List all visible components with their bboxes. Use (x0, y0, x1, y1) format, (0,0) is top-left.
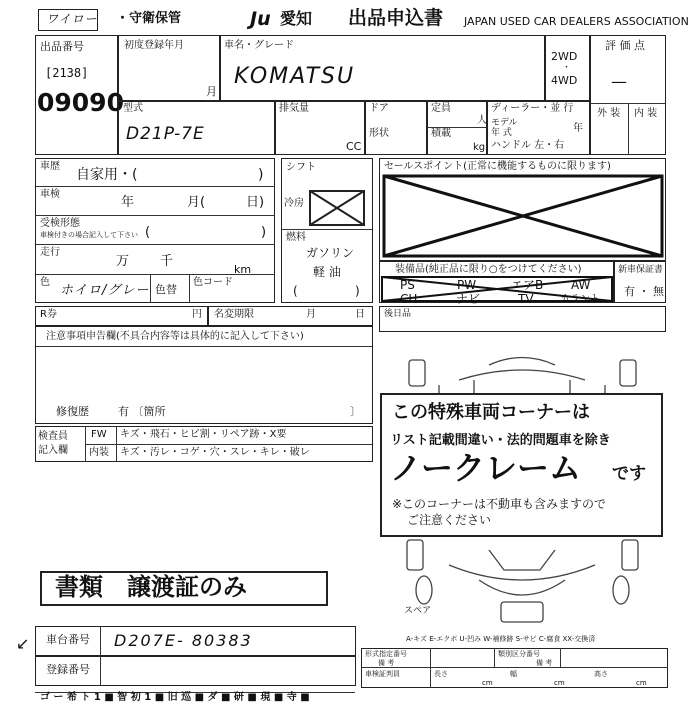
color-value: ホイロ/グレー (60, 283, 150, 298)
documents-value: 書類 譲渡証のみ (55, 573, 247, 601)
association-name: JAPAN USED CAR DEALERS ASSOCIATION (464, 15, 689, 28)
capacity-label: 定員 (431, 103, 451, 114)
special-notice-suffix: です (612, 464, 646, 484)
fuel-open: ( (293, 284, 298, 298)
warranty-label: 新車保証書 (618, 265, 664, 275)
mileage-sen-unit: 千 (160, 254, 174, 269)
inspection-label: 車検 (40, 189, 60, 200)
special-notice-line4: ※このコーナーは不動車も含みますので (392, 497, 607, 511)
displacement-unit: CC (346, 140, 362, 153)
chassis-value: D207E- 80383 (114, 631, 253, 650)
mileage-label: 走行 (40, 247, 60, 258)
name-change-day: 日 (355, 309, 365, 320)
history-close: ) (258, 167, 264, 183)
repair-label: 修復歴 (56, 405, 89, 418)
displacement-label: 排気量 (279, 103, 309, 114)
special-notice-line5: ご注意ください (407, 513, 492, 527)
special-notice-line1: この特殊車両コーナーは (392, 402, 590, 423)
ju-logo-icon: Ju (250, 8, 271, 30)
inspection-year-unit: 年 (121, 195, 135, 210)
cooler-crossed-box-icon (309, 190, 365, 226)
designation-cm-1: cm (482, 679, 493, 687)
mileage-km-unit: km (234, 263, 252, 276)
load-label: 積載 (431, 128, 451, 139)
model-type-value: D21P-7E (126, 124, 205, 144)
model-year-unit: 年 (573, 123, 583, 134)
fuel-gasoline: ガソリン (306, 246, 355, 260)
inspector-label-2: 記入欄 (38, 445, 68, 456)
fuel-close: ) (355, 284, 360, 298)
category-label: ・守衛保管 (116, 11, 182, 26)
score-label: 評 価 点 (605, 39, 645, 52)
notes-label: 注意事項申告欄(不具合内容等は具体的に記入して下さい) (46, 331, 304, 342)
acceptance-open: ( (145, 225, 151, 240)
repair-close: 〕 (350, 405, 361, 418)
dealer-label: ディーラー・並 行 (491, 103, 574, 114)
designation-cm-3: cm (636, 679, 647, 687)
capacity-unit: 人 (477, 115, 487, 126)
designation-label-1: 形式指定番号 (365, 650, 407, 658)
special-notice-big: ノークレーム (390, 449, 582, 487)
model-type-label: 型式 (123, 103, 143, 114)
name-change-label: 名変期限 (214, 309, 254, 320)
equip-navi: ナビ (456, 292, 481, 306)
chassis-label: 車台番号 (46, 633, 90, 646)
inspector-in-items: キズ・汚レ・コゲ・穴・スレ・キレ・破レ (120, 447, 310, 458)
acceptance-note: 車検付きの場合記入して下さい (40, 231, 138, 239)
equip-tv: TV (518, 292, 534, 306)
equip-ps: PS (400, 278, 415, 292)
mileage-man-unit: 万 (116, 254, 130, 269)
designation-label-3: 車検証判員 (365, 670, 400, 678)
damage-legend: A-キズ E-エクボ U-凹み W-補修跡 S-サビ C-腐食 XX-交換済 (406, 635, 596, 643)
lot-number-label: 出品番号 (40, 40, 84, 53)
chassis-hand-mark: ↙ (16, 634, 30, 653)
designation-height: 高さ (594, 670, 608, 678)
car-name-value: KOMATSU (234, 64, 356, 89)
fuel-label: 燃料 (286, 232, 306, 243)
recycle-box (35, 306, 208, 326)
model-year-label: モデル 年 式 (491, 118, 518, 138)
name-grade-label: 車名・グレード (224, 40, 294, 51)
acceptance-close: ) (261, 225, 267, 240)
equip-pw: PW (457, 278, 477, 292)
inspection-month-unit: 月( (187, 195, 206, 210)
sales-point-crossed-out-icon (382, 174, 664, 258)
designation-label-2: 類別区分番号 (498, 650, 540, 658)
reg-number-label: 登録番号 (46, 663, 90, 676)
recycle-unit: 円 (192, 309, 202, 320)
designation-memo-1: 備 考 (378, 659, 395, 667)
name-change-month: 月 (306, 309, 316, 320)
form-title: 出品申込書 (348, 7, 444, 29)
drive-separator: ・ (562, 63, 572, 73)
inspector-fw-label: FW (91, 429, 107, 440)
equip-aw: AW (571, 278, 591, 292)
equip-curtain: カラント (560, 294, 600, 305)
color-label: 色 (40, 277, 50, 288)
recycle-label: R券 (40, 309, 57, 320)
first-registration-month-unit: 月 (206, 85, 217, 98)
inspector-in-label: 内装 (89, 447, 109, 458)
score-interior-label: 内 装 (634, 108, 658, 119)
shift-fuel-box (281, 158, 373, 303)
attach-box (379, 306, 666, 332)
sales-point-label: セールスポイント(正常に機能するものに限ります) (384, 161, 611, 172)
shape-label: 形状 (369, 128, 389, 139)
acceptance-label: 受検形態 (40, 218, 80, 229)
spare-label: スペア (404, 606, 432, 616)
brand-name: 愛知 (280, 9, 313, 28)
score-exterior-label: 外 装 (597, 108, 621, 119)
inspector-fw-items: キズ・飛石・ヒビ割・リペア跡・X要 (120, 429, 287, 440)
designation-cm-2: cm (554, 679, 565, 687)
repair-value: 有 〔箇所 (118, 405, 166, 418)
history-value: 自家用・( (76, 167, 138, 183)
color-repaint-label: 色替 (155, 283, 177, 296)
handle-label: ハンドル 左・右 (491, 140, 565, 151)
lot-code: [2138] (45, 66, 89, 80)
attach-label: 後日品 (384, 309, 412, 319)
drive-2wd: 2WD (551, 50, 578, 63)
equip-airbag: エアB (511, 278, 544, 292)
load-unit: kg (473, 142, 486, 153)
lot-number: 09090 (37, 88, 124, 117)
score-value: — (611, 72, 627, 91)
history-label: 車歴 (40, 161, 60, 172)
inspector-label-1: 検査員 (38, 431, 68, 442)
warranty-value: 有 ・ 無 (624, 285, 664, 298)
designation-width: 幅 (510, 670, 517, 678)
equip-ch: CH (400, 292, 418, 306)
shift-label: シフト (286, 162, 316, 173)
color-code-label: 色コード (193, 277, 233, 288)
cooler-label: 冷房 (284, 198, 304, 209)
special-notice-line2: リスト記載間違い・法的問題車を除き (390, 433, 611, 448)
designation-memo-2: 備 考 (536, 659, 553, 667)
equipment-label: 装備品(純正品に限り○をつけてください) (395, 264, 582, 275)
inspection-day-unit: 日) (246, 195, 265, 210)
fuel-diesel: 軽 油 (313, 265, 341, 279)
first-registration-label: 初度登録年月 (124, 40, 184, 51)
designation-length: 長さ (434, 670, 448, 678)
handwritten-tag: ワイロー (46, 12, 98, 26)
doors-label: ドア (369, 103, 389, 114)
drive-4wd: 4WD (551, 74, 578, 87)
bottom-strip: ゴ ー 希 ト 1 ■ 智 初 1 ■ 旧 巡 ■ ダ ■ 研 ■ 現 ■ 寺 ■ (40, 692, 310, 703)
